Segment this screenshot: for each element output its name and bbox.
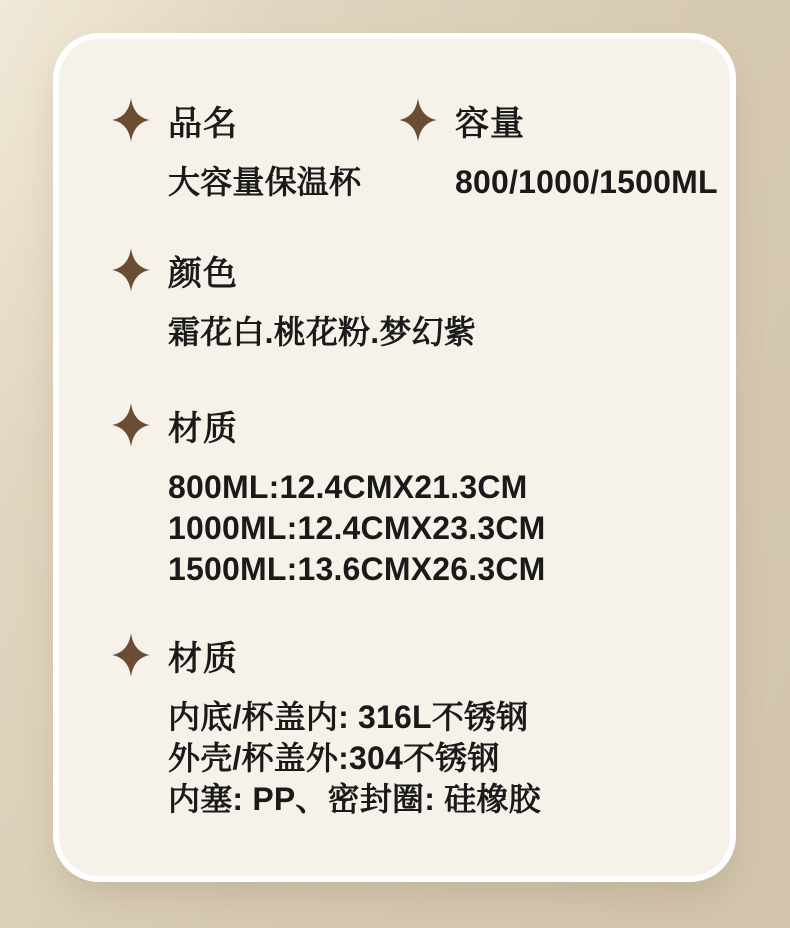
color-value: 霜花白.桃花粉.梦幻紫 <box>168 314 476 350</box>
color-values <box>168 312 476 353</box>
material-values <box>168 697 541 820</box>
sparkle-icon <box>112 633 150 677</box>
sparkle-icon <box>399 98 437 142</box>
size-value-1500ml: 1500ML:13.6CMX26.3CM <box>168 551 546 587</box>
section-color-header <box>112 248 476 292</box>
section-material <box>112 633 541 820</box>
section-capacity <box>399 98 718 203</box>
material-value-stopper: 内塞: PP、密封圈: 硅橡胶 <box>168 781 541 817</box>
spec-card <box>59 39 730 876</box>
section-color <box>112 248 476 353</box>
product-name-values <box>168 162 361 203</box>
color-label: 颜色 <box>168 254 238 293</box>
section-product-name <box>112 98 361 203</box>
capacity-value: 800/1000/1500ML <box>455 164 718 200</box>
size-value-1000ml: 1000ML:12.4CMX23.3CM <box>168 510 546 546</box>
size-value-800ml: 800ML:12.4CMX21.3CM <box>168 469 528 505</box>
material-label: 材质 <box>168 639 238 678</box>
sparkle-icon <box>112 403 150 447</box>
product-name-value: 大容量保温杯 <box>168 164 362 200</box>
section-product-name-header <box>112 98 361 142</box>
size-label: 材质 <box>168 409 238 448</box>
sparkle-icon <box>112 98 150 142</box>
section-capacity-header <box>399 98 718 142</box>
section-size <box>112 403 545 590</box>
product-name-label: 品名 <box>168 104 238 143</box>
sparkle-icon <box>112 248 150 292</box>
capacity-values <box>455 162 718 203</box>
size-values <box>168 467 545 590</box>
section-size-header <box>112 403 545 447</box>
material-value-inner: 内底/杯盖内: 316L不锈钢 <box>168 699 529 735</box>
material-value-shell: 外壳/杯盖外:304不锈钢 <box>168 740 500 776</box>
section-material-header <box>112 633 541 677</box>
capacity-label: 容量 <box>455 104 525 143</box>
